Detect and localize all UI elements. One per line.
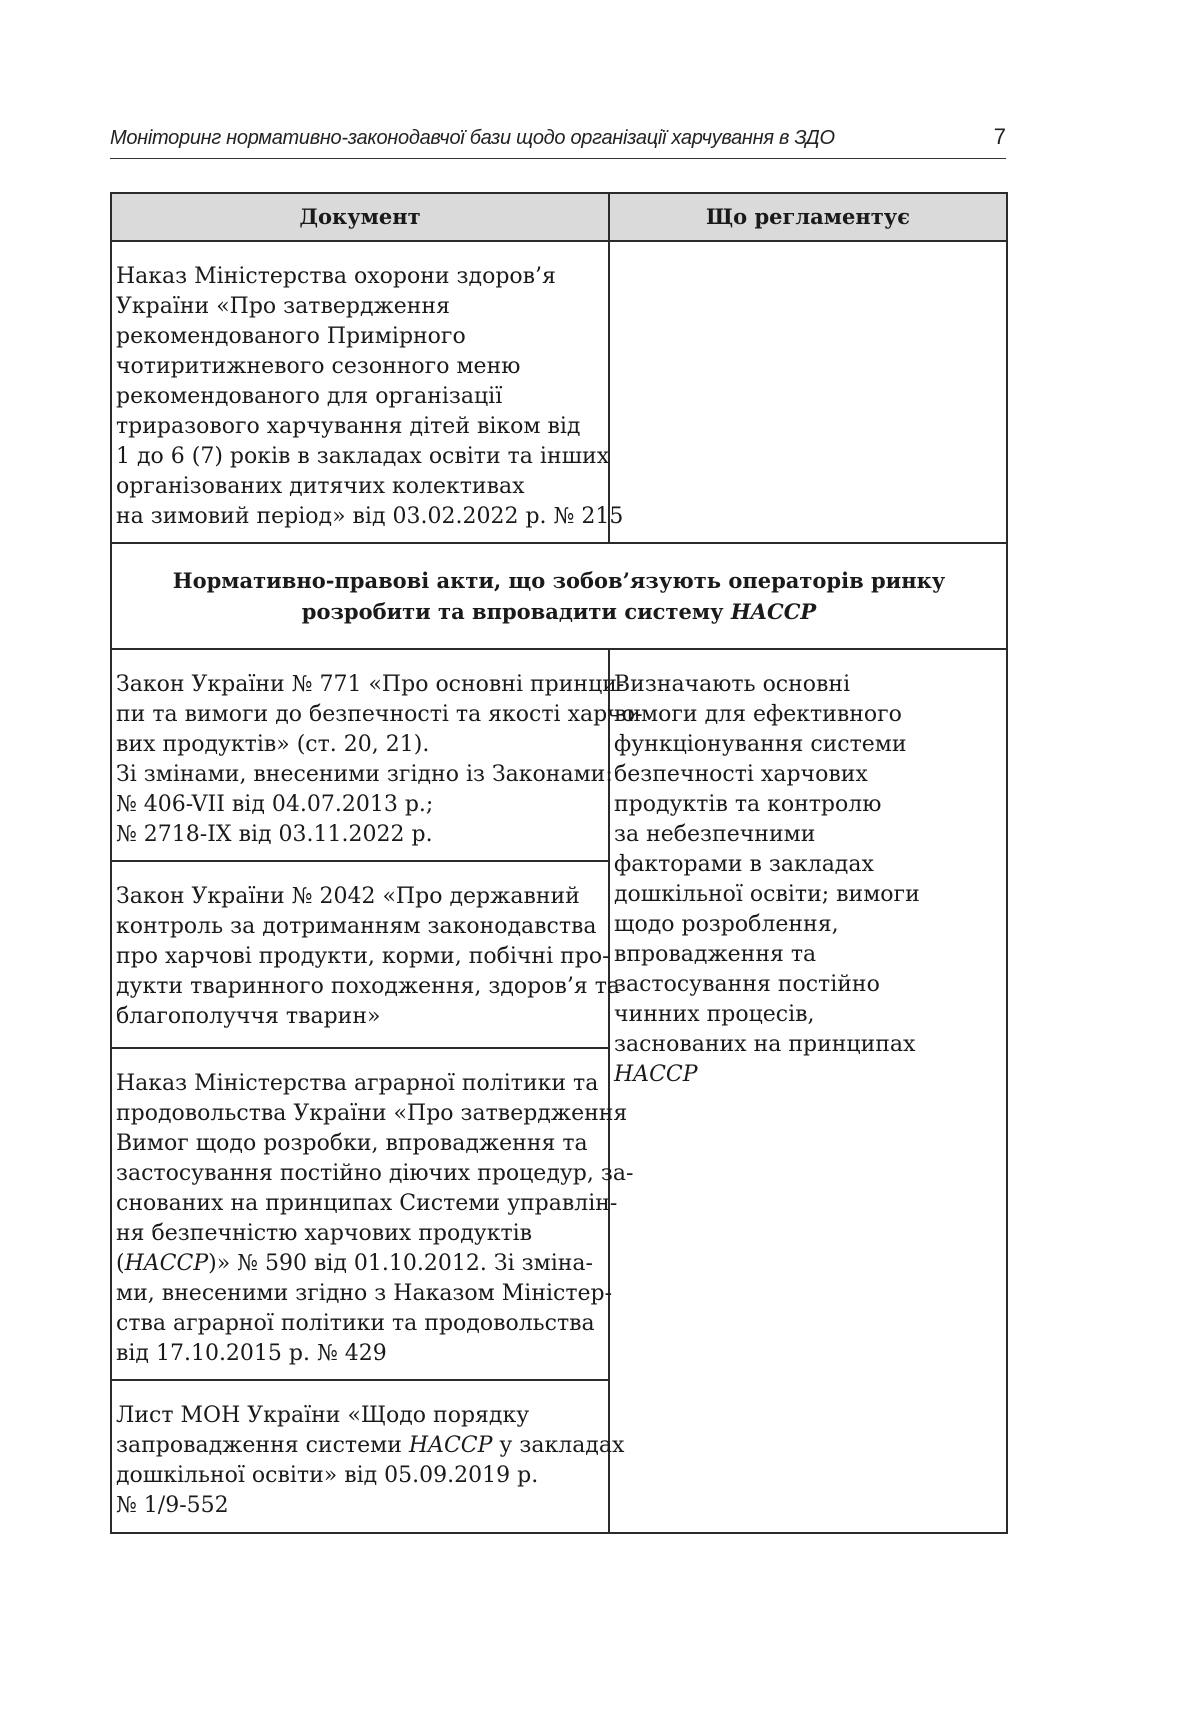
- text-line: продовольства України «Про затвердження: [116, 1101, 628, 1126]
- regulates-cell-haccp: [609, 649, 1007, 1533]
- text-fragment: у закладах: [492, 1433, 625, 1458]
- table-row: [111, 241, 1007, 543]
- text-line: чинних процесів,: [614, 1002, 815, 1027]
- text-line: ми, внесеними згідно з Наказом Міністер-: [116, 1281, 613, 1306]
- text-line: Зі змінами, внесеними згідно із Законами:: [116, 762, 613, 787]
- text-line: щодо розроблення,: [614, 912, 839, 937]
- text-line: ня безпечністю харчових продуктів: [116, 1221, 533, 1246]
- column-header-document: Документ: [111, 193, 609, 241]
- text-line: функціонування системи: [614, 732, 907, 757]
- table-row: [111, 649, 1007, 861]
- text-line: триразового харчування дітей віком від: [116, 414, 581, 439]
- text-fragment: запровадження системи: [116, 1433, 409, 1458]
- text-line: впровадження та: [614, 942, 817, 967]
- text-line: 1 до 6 (7) років в закладах освіти та інших: [116, 444, 610, 469]
- running-header: [110, 124, 1006, 159]
- document-cell-law-771: [111, 649, 643, 861]
- text-line: рекомендованого Примірного: [116, 324, 466, 349]
- text-line: про харчові продукти, корми, побічні про-: [116, 944, 610, 969]
- text-line: ства аграрної політики та продовольства: [116, 1311, 595, 1336]
- text-line: Закон України № 2042 «Про державний: [116, 884, 580, 909]
- text-line: України «Про затвердження: [116, 294, 450, 319]
- text-line: організованих дитячих колективах: [116, 474, 525, 499]
- text-line: снованих на принципах Системи управлін-: [116, 1191, 618, 1216]
- text-line: продуктів та контролю: [614, 792, 882, 817]
- text-line: вих продуктів» (ст. 20, 21).: [116, 732, 430, 757]
- text-line: безпечності харчових: [614, 762, 868, 787]
- haccp-term: HACCP: [614, 1062, 698, 1087]
- text-fragment: (: [116, 1251, 125, 1276]
- regulates-cell-empty: [609, 241, 1007, 543]
- section-heading-text: розробити та впровадити систему: [301, 599, 731, 624]
- text-line: № 2718-IX від 03.11.2022 р.: [116, 822, 433, 847]
- text-fragment: )» № 590 від 01.10.2012. Зі зміна-: [208, 1251, 593, 1276]
- text-line: за небезпечними: [614, 822, 816, 847]
- text-line: застосування постійно: [614, 972, 880, 997]
- text-line: дошкільної освіти; вимоги: [614, 882, 920, 907]
- haccp-term: HACCP: [408, 1433, 493, 1458]
- section-heading-haccp: [111, 543, 1007, 649]
- text-line: рекомендованого для організації: [116, 384, 503, 409]
- section-row: [111, 543, 1007, 649]
- text-line: застосування постійно діючих процедур, за-: [116, 1161, 634, 1186]
- text-line: заснованих на принципах: [614, 1032, 916, 1057]
- page-number: 7: [993, 124, 1006, 149]
- section-heading-line: [122, 596, 996, 627]
- text-line: від 17.10.2015 р. № 429: [116, 1341, 387, 1366]
- text-line: Наказ Міністерства охорони здоров’я: [116, 264, 556, 289]
- regulations-table: [110, 192, 1008, 1534]
- text-line: вимоги для ефективного: [614, 702, 902, 727]
- text-line: благополуччя тварин»: [116, 1004, 381, 1029]
- document-cell-law-2042: [111, 861, 621, 1048]
- running-title: Моніторинг нормативно-законодавчої бази щодо організації харчування в ЗДО: [110, 127, 835, 149]
- document-cell-moh-order: [111, 241, 624, 543]
- text-line: № 1/9-552: [116, 1493, 229, 1518]
- text-line: [116, 1431, 625, 1461]
- text-line: на зимовий період» від 03.02.2022 р. № 215: [116, 504, 624, 529]
- text-line: пи та вимоги до безпечності та якості харчо-: [116, 702, 643, 727]
- text-line: дошкільної освіти» від 05.09.2019 р.: [116, 1463, 539, 1488]
- document-cell-agrarian-order-590: [111, 1048, 634, 1380]
- section-heading-line: Нормативно-правові акти, що зобов’язують операторів ринку: [172, 568, 946, 593]
- table-header-row: [111, 193, 1007, 241]
- text-line: чотиритижневого сезонного меню: [116, 354, 521, 379]
- text-line: Лист МОН України «Щодо порядку: [116, 1403, 530, 1428]
- text-line: [116, 1249, 602, 1279]
- text-line: Наказ Міністерства аграрної політики та: [116, 1071, 599, 1096]
- text-line: Вимог щодо розробки, впровадження та: [116, 1131, 588, 1156]
- haccp-term: HACCP: [730, 599, 817, 624]
- text-line: Закон України № 771 «Про основні принци-: [116, 672, 625, 697]
- text-line: дукти тваринного походження, здоров’я та: [116, 974, 621, 999]
- text-line: № 406-VII від 04.07.2013 р.;: [116, 792, 434, 817]
- haccp-term: HACCP: [124, 1251, 209, 1276]
- column-header-regulates: Що регламентує: [609, 193, 1007, 241]
- text-line: контроль за дотриманням законодавства: [116, 914, 597, 939]
- text-line: факторами в закладах: [614, 852, 874, 877]
- text-line: Визначають основні: [614, 672, 851, 697]
- document-cell-mon-letter: [111, 1380, 625, 1533]
